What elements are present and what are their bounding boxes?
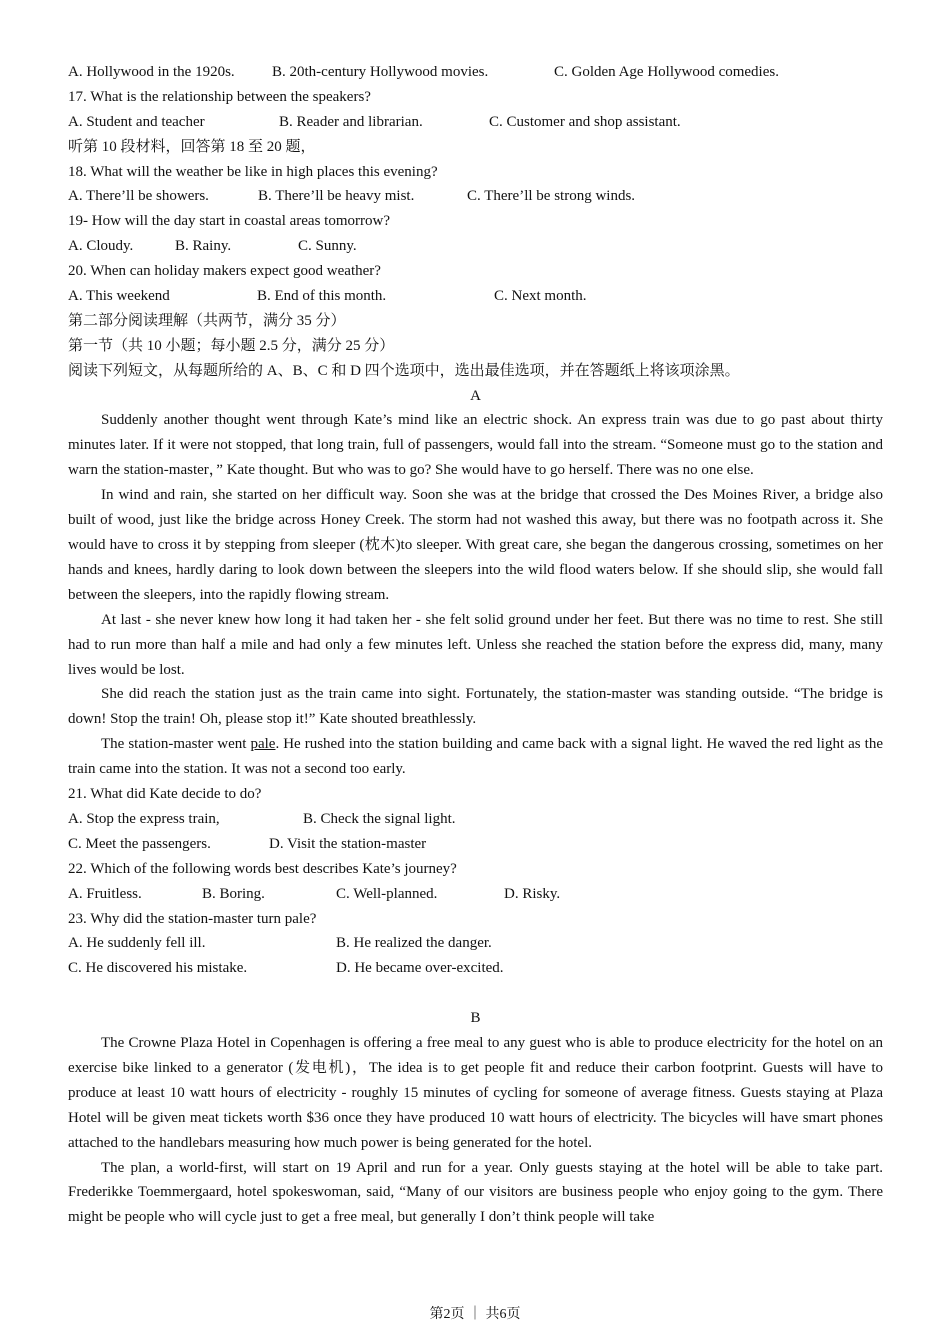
- passage-b-paragraph-1: The Crowne Plaza Hotel in Copenhagen is offering a free meal to any guest who is able to produce electricity for the hotel on an exercise bike linked to a generator (发电机)，The idea is to get people fit and reduce their carbon footprint. Guests will have to produce at least 10 watt hours of electricity - roughly 15 minutes of cycling for someone of average fitness. Guests staying at Plaza Hotel will be given meat tickets worth $36 once they have produced 10 watt hours of electricity. The bicycles will have smart phones attached to the handlebars measuring how much power is being generated for the hotel.: [68, 1034, 883, 1151]
- underlined-word-pale: pale: [250, 736, 276, 753]
- q17-option-c: C. Customer and shop assistant.: [489, 113, 681, 130]
- passage-a-paragraph-1: Suddenly another thought went through Kate’s mind like an electric shock. An express train was due to go past about thirty minutes later. If it were not stopped, that long train, full of passengers, would fall into the stream. “Someone must go to the station and warn the station-master，” Kate thought. But who was to go? She would have to go herself. There was no one else.: [68, 412, 883, 479]
- q17-stem: 17. What is the relationship between the speakers?: [68, 88, 371, 105]
- q16-option-a: A. Hollywood in the 1920s.: [68, 64, 235, 80]
- q23-options-row-2: [68, 956, 883, 981]
- blank-line: [68, 981, 883, 1006]
- q23-option-d: D. He became over-excited.: [336, 960, 504, 977]
- q23-option-c: C. He discovered his mistake.: [68, 960, 248, 977]
- q19-option-b: B. Rainy.: [175, 238, 232, 255]
- q21-options-row-1: [68, 807, 883, 832]
- q21-stem: 21. What did Kate decide to do?: [68, 786, 262, 803]
- passage-b-heading: B: [470, 1010, 481, 1027]
- q19-stem: 19- How will the day start in coastal areas tomorrow?: [68, 213, 390, 230]
- q21-option-c: C. Meet the passengers.: [68, 835, 211, 852]
- q16-option-c: C. Golden Age Hollywood comedies.: [554, 64, 779, 80]
- q21-option-a: A. Stop the express train,: [68, 810, 220, 827]
- q22-option-a: A. Fruitless.: [68, 885, 142, 902]
- q21-options-row-2: [68, 832, 883, 857]
- q20-option-a: A. This weekend: [68, 288, 170, 305]
- q20-stem: 20. When can holiday makers expect good weather?: [68, 263, 381, 280]
- passage-a-paragraph-2: In wind and rain, she started on her difficult way. Soon she was at the bridge that crossed the Des Moines River, a bridge also built of wood, just like the bridge across Honey Creek. The storm had not washed this away, but there was no footpath across it. She would have to cross it by stepping from sleeper (枕木)to sleeper. With great care, she began the dangerous crossing, sometimes on her hands and knees, hardly daring to look down between the sleepers into the wild flood waters below. If she should slip, she would fall between the sleepers, into the rapidly flowing stream.: [68, 487, 883, 603]
- passage-a-paragraph-3: At last - she never knew how long it had taken her - she felt solid ground under her feet. But there was no time to rest. She still had to run more than half a mile and had only a few minutes left. Unless she reached the station before the express did, many, many lives would be lost.: [68, 611, 883, 678]
- q17-option-a: A. Student and teacher: [68, 113, 205, 130]
- q22-option-d: D. Risky.: [504, 885, 561, 902]
- q19-options: [68, 234, 883, 259]
- reading-part-title: 第二部分阅读理解（共两节，满分 35 分）: [68, 312, 346, 329]
- passage-a-paragraph-4: She did reach the station just as the train came into sight. Fortunately, the station-master was standing outside. “The bridge is down! Stop the train! Oh, please stop it!” Kate shouted breathlessly.: [68, 686, 883, 728]
- q22-options: [68, 882, 883, 907]
- q23-option-a: A. He suddenly fell ill.: [68, 935, 206, 952]
- q23-stem: 23. Why did the station-master turn pale?: [68, 910, 317, 927]
- q16-option-b: B. 20th-century Hollywood movies.: [272, 64, 489, 80]
- page-footer: 第2页 ｜ 共6页: [429, 1307, 521, 1322]
- q16-options: [68, 60, 883, 85]
- reading-instructions: 阅读下列短文，从每题所给的 A、B、C 和 D 四个选项中，选出最佳选项，并在答题纸上将该项涂黑。: [68, 362, 740, 379]
- exam-page: [68, 60, 883, 1230]
- q20-options: [68, 284, 883, 309]
- q18-stem: 18. What will the weather be like in high places this evening?: [68, 163, 438, 180]
- q18-option-c: C. There’ll be strong winds.: [467, 188, 636, 205]
- q21-option-d: D. Visit the station-master: [269, 835, 427, 852]
- q17-option-b: B. Reader and librarian.: [279, 113, 423, 130]
- q22-option-c: C. Well-planned.: [336, 885, 438, 902]
- passage-a-heading: A: [470, 387, 481, 404]
- reading-section-title: 第一节（共 10 小题；每小题 2.5 分，满分 25 分）: [68, 337, 395, 354]
- q23-options-row-1: [68, 931, 883, 956]
- q17-options: [68, 110, 883, 135]
- p5-text-after: . He rushed into the station building and came back with a signal light. He waved the red light as the train came into the station. It was not a second too early.: [68, 736, 883, 778]
- q23-option-b: B. He realized the danger.: [336, 935, 492, 952]
- q22-option-b: B. Boring.: [202, 885, 265, 902]
- q21-option-b: B. Check the signal light.: [303, 810, 456, 827]
- p5-text-before: The station-master went: [101, 736, 251, 753]
- q19-option-a: A. Cloudy.: [68, 238, 134, 255]
- q19-option-c: C. Sunny.: [298, 238, 357, 255]
- q18-options: [68, 184, 883, 209]
- q20-option-c: C. Next month.: [494, 288, 587, 305]
- q20-option-b: B. End of this month.: [257, 288, 387, 305]
- q18-option-a: A. There’ll be showers.: [68, 188, 209, 205]
- material-10-instruction: 听第 10 段材料，回答第 18 至 20 题，: [68, 138, 316, 155]
- q22-stem: 22. Which of the following words best describes Kate’s journey?: [68, 860, 457, 877]
- passage-b-paragraph-2: The plan, a world-first, will start on 19 April and run for a year. Only guests staying at the hotel will be able to take part. Frederikke Toemmergaard, hotel spokeswoman, said, “Many of our visitors are business people who enjoy going to the gym. There might be people who will cycle just to get a free meal, but generally I don’t think people will take: [68, 1159, 883, 1226]
- q18-option-b: B. There’ll be heavy mist.: [258, 188, 415, 205]
- passage-a-paragraph-5: [68, 732, 883, 782]
